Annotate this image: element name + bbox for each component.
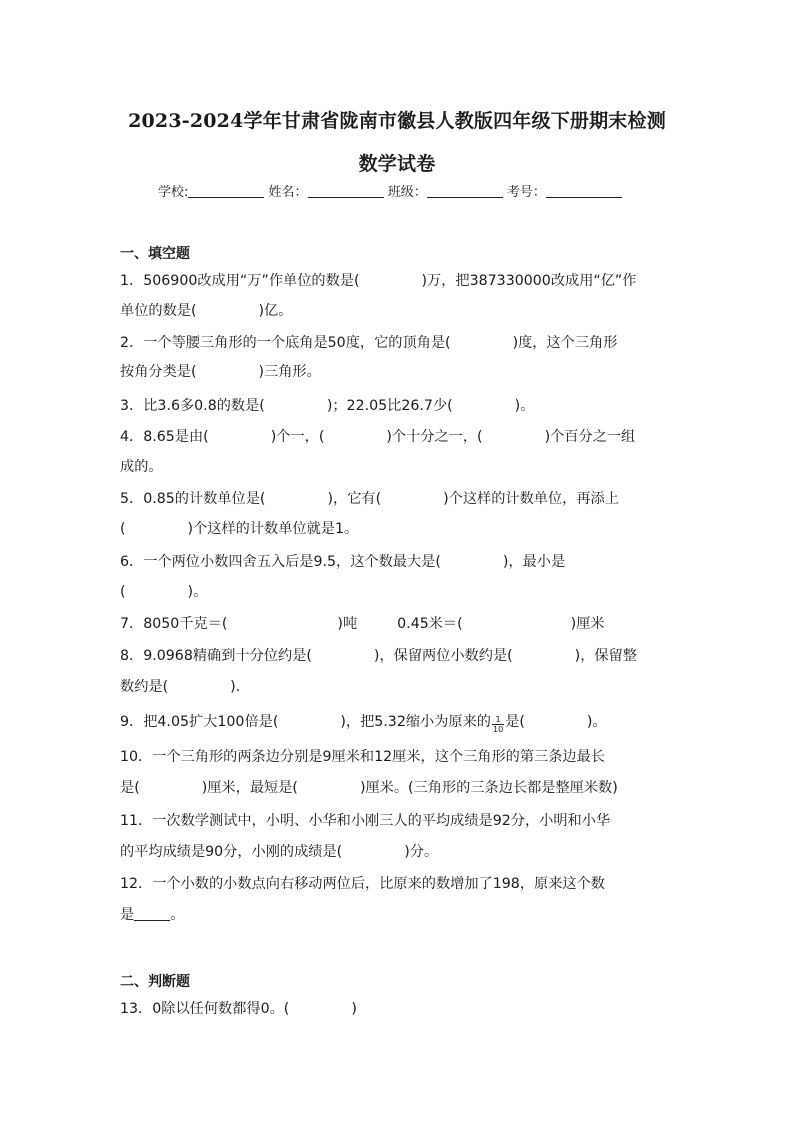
- text: ).: [230, 679, 241, 695]
- name-label: 姓名：: [268, 185, 308, 200]
- question-8-line-1: [120, 645, 637, 665]
- text: 是(: [120, 780, 140, 796]
- exam-no-blank[interactable]: [546, 184, 622, 198]
- text: 是(: [505, 714, 525, 730]
- text: )，最小是: [502, 554, 566, 570]
- question-12-line-1: [120, 873, 605, 893]
- question-13: [120, 998, 357, 1018]
- text: 10．一个三角形的两条边分别是9厘米和12厘米，这个三角形的第三条边最长: [120, 749, 605, 765]
- text: 按角分类是(: [120, 364, 197, 380]
- question-6-line-1: [120, 551, 565, 571]
- exam-title-line1: 2023-2024学年甘肃省陇南市徽县人教版四年级下册期末检测: [128, 110, 666, 132]
- exam-no-label: 考号：: [506, 185, 546, 200]
- class-label: 班级：: [387, 185, 427, 200]
- text: ): [351, 1001, 357, 1017]
- text: 2．一个等腰三角形的一个底角是50度，它的顶角是(: [120, 335, 451, 351]
- question-1-line-1: [120, 270, 636, 290]
- fraction-denominator: 10: [493, 725, 504, 734]
- text: )厘米，最短是(: [201, 780, 298, 796]
- question-5-line-1: [120, 488, 619, 508]
- text: )吨: [337, 616, 358, 632]
- text: 的平均成绩是90分，小刚的成绩是(: [120, 844, 343, 860]
- text: 单位的数是(: [120, 303, 197, 319]
- text: )个十分之一，(: [386, 429, 483, 445]
- text: )，它有(: [327, 491, 382, 507]
- section-judge-heading: 二、判断题: [120, 974, 190, 990]
- text: )，保留整: [574, 648, 637, 664]
- school-label: 学校:: [158, 185, 189, 200]
- text: 数约是(: [120, 679, 169, 695]
- text: )万，把387330000改成用“亿”作: [421, 273, 637, 289]
- text: (: [120, 584, 126, 600]
- question-9: [120, 711, 607, 734]
- class-blank[interactable]: [427, 184, 503, 198]
- question-11-line-2: [120, 841, 438, 861]
- text: 。: [170, 907, 185, 923]
- text: )。: [514, 398, 535, 414]
- text: )分。: [404, 844, 439, 860]
- text: 8．9.0968精确到十分位约是(: [120, 648, 312, 664]
- text: 6．一个两位小数四舍五入后是9.5，这个数最大是(: [120, 554, 441, 570]
- text: )，保留两位小数约是(: [373, 648, 513, 664]
- text: )，把5.32缩小为原来的: [340, 714, 491, 730]
- question-2-line-2: [120, 361, 321, 381]
- text: 5．0.85的计数单位是(: [120, 491, 266, 507]
- text: (: [120, 521, 126, 537]
- text: )个一，(: [270, 429, 325, 445]
- text: )个百分之一组: [544, 429, 636, 445]
- text: )。: [586, 714, 607, 730]
- text: )。: [187, 584, 208, 600]
- text: )个这样的计数单位就是1。: [187, 521, 359, 537]
- question-7: [120, 613, 605, 633]
- text: 是: [120, 907, 135, 923]
- text: 12．一个小数的小数点向右移动两位后，比原来的数增加了198，原来这个数: [120, 876, 605, 892]
- text: 1．506900改成用“万”作单位的数是(: [120, 273, 360, 289]
- question-5-line-2: [120, 518, 358, 538]
- fraction-one-tenth: [492, 715, 504, 734]
- text: )亿。: [258, 303, 293, 319]
- text: 3．比3.6多0.8的数是(: [120, 398, 265, 414]
- question-12-line-2: [120, 904, 184, 924]
- question-10-line-1: [120, 746, 605, 766]
- text: 0.45米＝(: [397, 616, 463, 632]
- school-blank[interactable]: [188, 184, 264, 198]
- question-4-line-2: [120, 456, 163, 476]
- name-blank[interactable]: [308, 184, 384, 198]
- question-8-line-2: [120, 676, 240, 696]
- text: 11．一次数学测试中，小明、小华和小刚三人的平均成绩是92分，小明和小华: [120, 813, 611, 829]
- question-4-line-1: [120, 426, 635, 446]
- exam-title-line2: 数学试卷: [358, 153, 436, 175]
- question-6-line-2: [120, 581, 207, 601]
- text: 7．8050千克＝(: [120, 616, 228, 632]
- question-1-line-2: [120, 300, 292, 320]
- fraction-numerator: 1: [492, 715, 504, 725]
- text: 13．0除以任何数都得0。(: [120, 1001, 290, 1017]
- question-11-line-1: [120, 810, 610, 830]
- text: 成的。: [120, 459, 163, 475]
- text: )厘米。(三角形的三条边长都是整厘米数): [359, 780, 618, 796]
- text: )厘米: [570, 616, 605, 632]
- text: 9．把4.05扩大100倍是(: [120, 714, 279, 730]
- text: 4．8.65是由(: [120, 429, 209, 445]
- section-fill-in-heading: 一、填空题: [120, 246, 190, 262]
- text: )个这样的计数单位，再添上: [443, 491, 619, 507]
- text: )三角形。: [258, 364, 321, 380]
- question-10-line-2: [120, 777, 618, 797]
- question-2-line-1: [120, 332, 617, 352]
- question-3: [120, 395, 534, 415]
- answer-blank-underline[interactable]: [134, 908, 170, 921]
- text: )；22.05比26.7少(: [326, 398, 453, 414]
- student-info-line: [158, 181, 622, 200]
- text: )度，这个三角形: [512, 335, 618, 351]
